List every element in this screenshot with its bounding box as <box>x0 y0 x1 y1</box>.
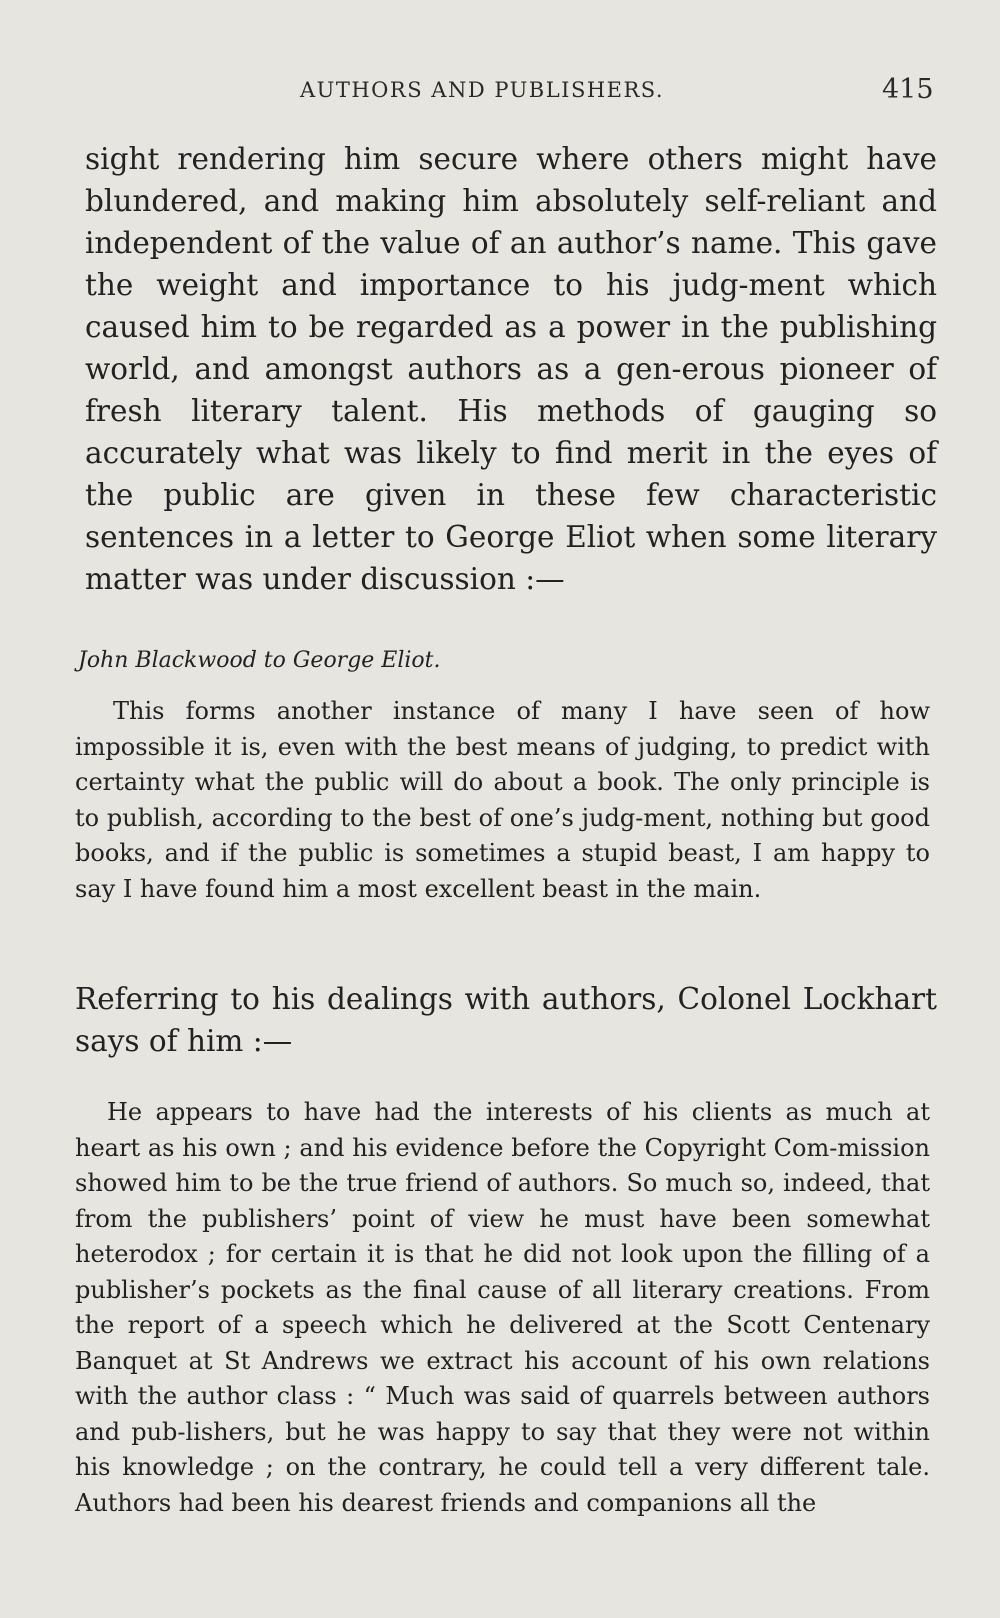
block-quote: This forms another instance of many I have seen of how impossible it is, even with the best means of judging, to predict with certainty what the public will do about a book. The only principle is to publish, according to the best of one’s judg-ment, nothing but good books, and if the public is sometimes a stupid beast, I am happy to say I have found him a most excellent beast in the main. <box>75 697 930 903</box>
body-paragraph: Referring to his dealings with authors, Colonel Lockhart says of him :— <box>75 982 937 1058</box>
page-number: 415 <box>882 74 934 105</box>
block-quote: He appears to have had the interests of his clients as much at heart as his own ; and his evidence before the Copyright Com-mission showed him to be the true friend of authors. So much so, indeed, that from the publishers’ point of view he must have been somewhat heterodox ; for certain it is that he did not look upon the filling of a publisher’s pockets as the final cause of all literary creations. From the report of a speech which he delivered at the Scott Centenary Banquet at St Andrews we extract his account of his own relations with the author class : “ Much was said of quarrels between authors and pub-lishers, but he was happy to say that they were not within his knowledge ; on the contrary, he could tell a very different tale. Authors had been his dearest friends and companions all the <box>75 1098 930 1517</box>
body-paragraph: sight rendering him secure where others might have blundered, and making him absolutely self-reliant and independent of the value of an author’s name. This gave the weight and importance to his judg-ment which caused him to be regarded as a power in the publishing world, and amongst authors as a gen-erous pioneer of fresh literary talent. His methods of gauging so accurately what was likely to find merit in the eyes of the public are given in these few characteristic sentences in a letter to George Eliot when some literary matter was under discussion :— <box>85 142 937 596</box>
running-head: AUTHORS AND PUBLISHERS. <box>300 78 665 102</box>
letter-heading: John Blackwood to George Eliot. <box>78 648 441 673</box>
